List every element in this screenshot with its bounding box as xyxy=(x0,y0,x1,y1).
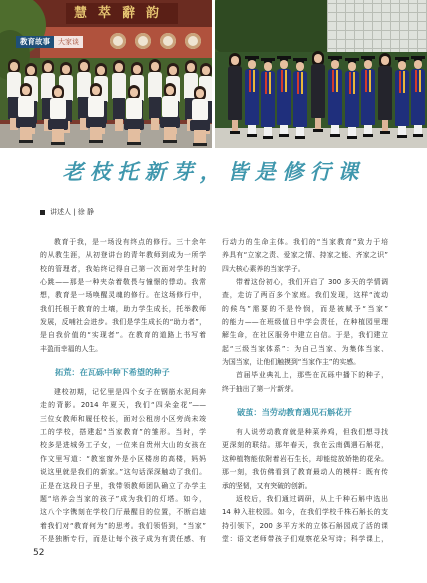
column-tag xyxy=(16,36,83,48)
figure-face xyxy=(398,61,406,70)
column-tag-sub: 大家谈 xyxy=(54,36,83,48)
text-line: 持引领下，200 多平方米的立体石斛园成了活的课 xyxy=(222,521,388,530)
text-line: 说这里就是我们的新家。”这句话深深触动了我们。 xyxy=(40,468,206,477)
figure-socks xyxy=(296,127,304,136)
text-line: 查，走访了两百多个家庭。我们发现，这样“流动 xyxy=(222,291,388,300)
figure-face xyxy=(54,88,62,97)
text-line: 校的管理者，我始终记得自己第一次面对学生时的 xyxy=(40,264,206,273)
figure-gown xyxy=(261,71,275,127)
figure-sash xyxy=(403,71,405,93)
figure-shoes xyxy=(193,143,207,146)
figure-sash xyxy=(336,70,338,92)
section-heading: 拓荒：在瓦砾中种下希望的种子 xyxy=(55,367,170,378)
figure-socks xyxy=(331,125,339,134)
figure-shirt xyxy=(162,96,178,118)
section-heading: 破茧：当劳动教育遇见石斛花开 xyxy=(237,407,352,418)
figure-face xyxy=(202,66,210,75)
figure-socks xyxy=(348,127,356,136)
figure-shoes xyxy=(247,134,257,137)
figure-dress xyxy=(378,66,392,120)
figure-shoes xyxy=(313,129,323,132)
figure-sash xyxy=(332,70,334,92)
figure-face xyxy=(314,54,322,63)
figure-shoes xyxy=(380,131,390,134)
text-line: 的候鸟”需要的不是怜悯，而是被赋予“当家” xyxy=(222,304,388,313)
figure-shoes xyxy=(347,136,357,139)
text-line: 发展，反哺社会进步。我们是学生成长的“助力者”， xyxy=(40,318,206,327)
paragraph xyxy=(222,493,388,546)
figure-gown xyxy=(245,69,259,125)
figure-shoes xyxy=(19,140,33,143)
text-line: 行动力的生命主体。我们的“当家教育”致力于培 xyxy=(222,238,388,246)
text-line: 有人说劳动教育就是种菜养鸡，但我们想寻找 xyxy=(236,428,388,437)
figure-legs xyxy=(115,119,123,131)
figure-socks xyxy=(280,125,288,134)
figure-face xyxy=(62,65,70,74)
figure-shirt xyxy=(77,72,91,98)
figure-face xyxy=(264,62,272,71)
figure-dress xyxy=(228,66,242,120)
text-line: 为国当家，让他们触摸到“当家作主”的实感。 xyxy=(222,358,361,367)
figure-skirt xyxy=(149,97,161,119)
figure-shirt xyxy=(18,96,34,118)
figure-face xyxy=(27,66,35,75)
figure-shoes xyxy=(397,135,407,138)
text-line: 是自我价值的“实现者”。在教育的道路上书写着 xyxy=(40,331,206,340)
figure-sash xyxy=(353,72,355,94)
text-line: 正是在这段日子里，我带领教师团队确立了办学主 xyxy=(40,481,206,490)
figure-shoes xyxy=(51,142,65,145)
page-number: 52 xyxy=(33,548,45,558)
text-line: 建校初期，记忆里是四个女子在钢筋水泥间奔 xyxy=(54,388,206,397)
paragraph xyxy=(40,386,206,546)
text-line: 首届毕业典礼上，那些在瓦砾中播下的种子， xyxy=(236,371,388,380)
text-line: 工的学校，搭建起“当家教育”的雏形。当时，学 xyxy=(40,428,206,437)
figure-gown xyxy=(328,69,342,125)
figure-face xyxy=(296,62,304,71)
figure-gown xyxy=(293,71,307,127)
figure-face xyxy=(115,63,123,72)
text-line: 14 种入驻校园。如今，在我们学校千株石斛长的支 xyxy=(222,508,388,517)
building-sign: 慧萃辭韵 xyxy=(66,3,178,24)
figure-sash xyxy=(253,70,255,92)
text-line: 养具有“立家之责、爱家之情、持家之能、齐家之识” xyxy=(222,251,388,260)
figure-socks xyxy=(398,126,406,135)
figure-sash xyxy=(249,70,251,92)
article-title: 老枝托新芽，皆是修行课 xyxy=(62,160,365,184)
figure-face xyxy=(80,62,88,71)
figure-sash xyxy=(365,70,367,92)
byline-text: 讲述人 | 徐 静 xyxy=(50,208,95,216)
figure-face xyxy=(44,63,52,72)
text-line: 更深刻的联结。那年春天，我在云南偶遇石斛花， xyxy=(222,441,388,450)
wall-ornament xyxy=(160,33,176,49)
paragraph xyxy=(222,426,388,493)
text-line: 带着这份初心，我们开启了 300 多天的学情调 xyxy=(236,278,388,287)
square-bullet-icon xyxy=(40,210,45,215)
text-line: 走的背影。2014 年夏天，我们“四朵金花”—— xyxy=(40,401,206,410)
figure-sash xyxy=(369,70,371,92)
figure-skirt xyxy=(113,98,125,120)
figure-shoes xyxy=(127,142,141,145)
text-line: 堂：语文老师带孩子们观察花朵写诗；科学课上， xyxy=(222,534,388,543)
figure-face xyxy=(10,62,18,71)
text-line: 终于抽出了第一片新芽。 xyxy=(222,384,298,393)
figure-shoes xyxy=(330,134,340,137)
figure-gown xyxy=(345,71,359,127)
figure-sash xyxy=(265,72,267,94)
figure-face xyxy=(166,86,174,95)
text-line: 心跳——那是一种夹杂着敬畏与憧憬的悸动。我常 xyxy=(40,278,206,287)
figure-sash xyxy=(301,72,303,94)
figure-shirt xyxy=(192,99,208,121)
text-line: 起“三级当家体系”：为自己当家、为集体当家、 xyxy=(222,344,388,353)
text-line: 的从教生涯，从初登讲台的青年教师到成为一所学 xyxy=(40,251,206,260)
figure-shirt xyxy=(50,98,66,120)
pergola-lattice xyxy=(327,0,427,58)
text-line: 这八个字镌刻在学校门厅最醒目的位置，不断启迪 xyxy=(40,508,206,517)
figure-face xyxy=(248,60,256,69)
figure-legs xyxy=(151,118,159,130)
figure-gown xyxy=(411,69,425,125)
text-line: 我们托根于教育的土壤，助力学生成长，托举教师 xyxy=(40,304,206,313)
figure-sash xyxy=(297,72,299,94)
figure-shoes xyxy=(363,134,373,137)
figure-shoes xyxy=(279,134,289,137)
figure-gown xyxy=(395,70,409,126)
paragraph xyxy=(222,236,388,276)
figure-socks xyxy=(414,125,422,134)
text-line: 题“培养会当家的孩子”成为我们的灯塔。如今， xyxy=(40,494,206,503)
figure-shoes xyxy=(263,136,273,139)
column-tag-main: 教育故事 xyxy=(16,36,54,48)
figure-socks xyxy=(364,125,372,134)
figure-sash xyxy=(415,70,417,92)
paragraph xyxy=(222,369,388,396)
right-column xyxy=(222,236,388,546)
figure-face xyxy=(231,56,239,65)
figure-gown xyxy=(361,69,375,125)
figure-gown xyxy=(277,69,291,125)
text-line: 教育于我，是一场没有终点的修行。三十余年 xyxy=(54,238,206,246)
figure-face xyxy=(92,86,100,95)
figure-shoes xyxy=(230,131,240,134)
figure-legs xyxy=(52,129,64,143)
figure-face xyxy=(348,62,356,71)
figure-sash xyxy=(285,70,287,92)
figure-dress xyxy=(311,64,325,118)
text-line: 不是独断专行，而是让每个孩子成为有责任感、有 xyxy=(40,534,206,543)
text-line: 四大核心素养的当家学子。 xyxy=(222,264,305,273)
figure-shoes xyxy=(413,134,423,137)
figure-face xyxy=(169,66,177,75)
figure-legs xyxy=(90,127,102,141)
text-line: 作文里写道：“教室窗外是小区楼房的高楼，妈妈 xyxy=(40,454,206,463)
teachers-group-photo xyxy=(0,0,212,148)
figure-legs xyxy=(164,127,176,141)
text-line: 返校后，我们通过调研，从上千种石斛中选出 xyxy=(236,494,388,503)
figure-face xyxy=(97,66,105,75)
figure-face xyxy=(130,88,138,97)
figure-face xyxy=(280,60,288,69)
text-line: 校多是进城务工子女，一位来自贵州大山的女孩在 xyxy=(40,441,206,450)
figure-sash xyxy=(349,72,351,94)
figure-sash xyxy=(419,70,421,92)
byline xyxy=(40,207,94,217)
figure-face xyxy=(187,63,195,72)
text-line: 解生命，在社区服务中建立自信。于是，我们建立 xyxy=(222,331,388,340)
text-line: 三位女教师和履任校长，面对公租房小区旁尚未竣 xyxy=(40,414,206,423)
text-line: 着我们对“教育何为”的思考。我们领悟到，“当家” xyxy=(40,521,206,530)
text-line: 这种植物能依附着岩石生长，却能绽放娇艳的花朵。 xyxy=(222,454,388,463)
figure-sash xyxy=(399,71,401,93)
wall-ornament xyxy=(185,33,201,49)
figure-shirt xyxy=(88,96,104,118)
figure-legs xyxy=(194,130,206,144)
wall-ornament xyxy=(135,33,151,49)
figure-face xyxy=(364,60,372,69)
wall-ornament xyxy=(110,33,126,49)
figure-legs xyxy=(20,127,32,141)
text-line: 承的坚韧，又有突破的创新。 xyxy=(222,481,312,490)
figure-face xyxy=(331,60,339,69)
figure-shirt xyxy=(112,73,126,99)
graduates-group-photo xyxy=(215,0,427,148)
figure-shirt xyxy=(126,98,142,120)
figure-sash xyxy=(281,70,283,92)
figure-shirt xyxy=(7,72,21,98)
figure-shoes xyxy=(295,136,305,139)
figure-face xyxy=(151,62,159,71)
figure-socks xyxy=(248,125,256,134)
paragraph xyxy=(222,276,388,369)
text-line: 那一刻，我仿佛看到了教育最动人的模样：既有传 xyxy=(222,468,388,477)
figure-face xyxy=(381,56,389,65)
figure-legs xyxy=(128,129,140,143)
text-line: 的能力——在班级值日中学会责任，在种植园里理 xyxy=(222,318,388,327)
paragraph xyxy=(40,236,206,356)
figure-face xyxy=(22,86,30,95)
text-line: 丰盈而幸福的人生。 xyxy=(40,344,103,353)
figure-shoes xyxy=(89,140,103,143)
left-column xyxy=(40,236,206,546)
figure-shoes xyxy=(163,140,177,143)
text-line: 想，教育是一场唤醒灵魂的修行。在这场修行中， xyxy=(40,291,206,300)
figure-face xyxy=(196,89,204,98)
figure-face xyxy=(414,60,422,69)
figure-face xyxy=(133,65,141,74)
figure-socks xyxy=(264,127,272,136)
figure-sash xyxy=(269,72,271,94)
figure-shirt xyxy=(148,72,162,98)
